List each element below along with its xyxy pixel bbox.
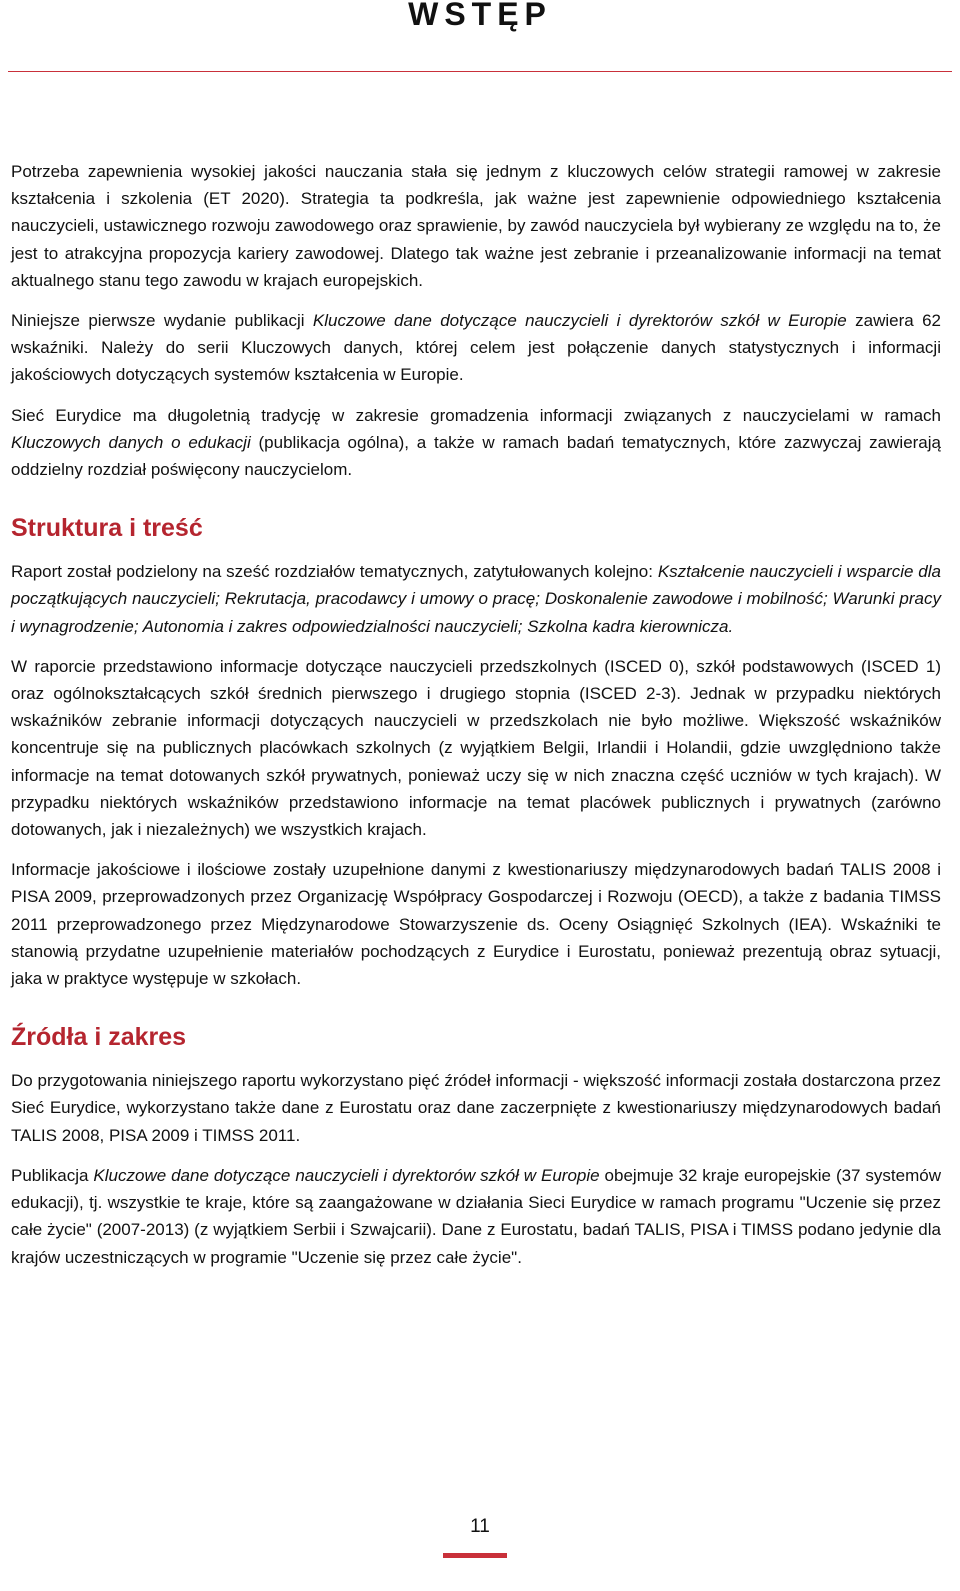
intro-paragraph-2-text-cont: zawiera 62 wskaźniki. Należy do serii Kluczowych danych, której celem jest połączenie danych statystycznych i informacji jakościowych dotyczących systemów kształcenia w Europie. bbox=[11, 311, 942, 385]
page-number-bar bbox=[443, 1553, 507, 1558]
intro-paragraph-2 bbox=[11, 307, 941, 389]
intro-paragraph-3 bbox=[11, 402, 941, 484]
sources-paragraph-2 bbox=[11, 1162, 941, 1271]
structure-paragraph-1-text: Raport został podzielony na sześć rozdziałów tematycznych, zatytułowanych kolejno: bbox=[11, 562, 658, 582]
intro-paragraph-3-text: Sieć Eurydice ma długoletnią tradycję w zakresie gromadzenia informacji związanych z nauczycielami w ramach bbox=[11, 405, 941, 425]
section-heading-sources: Źródła i zakres bbox=[11, 1023, 187, 1052]
publication-title-italic: Kluczowe dane dotyczące nauczycieli i dyrektorów szkół w Europie bbox=[312, 311, 847, 331]
sources-paragraph-2-text-cont: obejmuje 32 kraje europejskie (37 systemów edukacji), tj. wszystkie te kraje, które są zaangażowane w działania Sieci Eurydice w ramach programu "Uczenie się przez całe życie" (2007-2013) (z wyjątkiem Serbii i Szwajcarii). Dane z Eurostatu, badań TALIS, PISA i TIMSS podano jedynie dla krajów uczestniczących w programie "Uczenie się przez całe życie". bbox=[11, 1165, 942, 1267]
intro-paragraph-2-text: Niniejsze pierwsze wydanie publikacji bbox=[11, 311, 313, 331]
main-content bbox=[11, 158, 941, 1284]
intro-paragraph-3-text-cont: (publikacja ogólna), a także w ramach badań tematycznych, które zazwyczaj zawierają oddzielny rozdział poświęcony nauczycielom. bbox=[11, 432, 941, 480]
sources-paragraph-2-text: Publikacja bbox=[11, 1165, 94, 1185]
structure-paragraph-2: W raporcie przedstawiono informacje dotyczące nauczycieli przedszkolnych (ISCED 0), szkół podstawowych (ISCED 1) oraz ogólnokształcących szkół średnich pierwszego i drugiego stopnia (ISCED 2-3). Jednak w przypadku niektórych wskaźników zebranie informacji dotyczących nauczycieli w przedszkolach nie było możliwe. Większość wskaźników koncentruje się na publicznych placówkach szkolnych (z wyjątkiem Belgii, Irlandii i Holandii, gdzie uwzględniono także informacje na temat dotowanych szkół prywatnych, ponieważ uczy się w nich znaczna część uczniów w tych krajach). W przypadku niektórych wskaźników przedstawiono informacje na temat placówek publicznych i prywatnych (zarówno dotowanych, jak i niezależnych) we wszystkich krajach. bbox=[11, 656, 941, 840]
chapter-titles-italic: Kształcenie nauczycieli i wsparcie dla początkujących nauczycieli; Rekrutacja, pracodawcy i umowy o pracę; Doskonalenie zawodowe i mobilność; Warunki pracy i wynagrodzenie; Autonomia i zakres odpowiedzialności nauczycieli; Szkolna kadra kierownicza. bbox=[11, 562, 941, 636]
section-heading-structure: Struktura i treść bbox=[11, 514, 203, 543]
page-number: 11 bbox=[470, 1516, 490, 1537]
key-data-title-italic: Kluczowych danych o edukacji bbox=[11, 432, 251, 452]
structure-paragraph-1 bbox=[11, 558, 941, 640]
page-title: WSTĘP bbox=[408, 0, 552, 32]
intro-paragraph-1: Potrzeba zapewnienia wysokiej jakości nauczania stała się jednym z kluczowych celów strategii ramowej w zakresie kształcenia i szkolenia (ET 2020). Strategia ta podkreśla, jak ważne jest zapewnienie odpowiedniego kształcenia nauczycieli, ustawicznego rozwoju zawodowego oraz sprawienie, by zawód nauczyciela był wybierany ze względu na to, że jest to atrakcyjna propozycja kariery zawodowej. Dlatego tak ważne jest zebranie i przeanalizowanie informacji na temat aktualnego stanu tego zawodu w krajach europejskich. bbox=[11, 162, 941, 290]
publication-title-italic-2: Kluczowe dane dotyczące nauczycieli i dyrektorów szkół w Europie bbox=[93, 1165, 600, 1185]
title-divider bbox=[8, 71, 952, 72]
structure-paragraph-3: Informacje jakościowe i ilościowe zostały uzupełnione danymi z kwestionariuszy międzynarodowych badań TALIS 2008 i PISA 2009, przeprowadzonych przez Organizację Współpracy Gospodarczej i Rozwoju (OECD), a także z badania TIMSS 2011 przeprowadzonego przez Międzynarodowe Stowarzyszenie ds. Oceny Osiągnięć Szkolnych (IEA). Wskaźniki te stanowią przydatne uzupełnienie materiałów pochodzących z Eurydice i Eurostatu, ponieważ prezentują obraz sytuacji, jaka w praktyce występuje w szkołach. bbox=[11, 860, 941, 989]
sources-paragraph-1: Do przygotowania niniejszego raportu wykorzystano pięć źródeł informacji - większość informacji została dostarczona przez Sieć Eurydice, wykorzystano także dane z Eurostatu oraz dane zaczerpnięte z kwestionariuszy międzynarodowych badań TALIS 2008, PISA 2009 i TIMSS 2011. bbox=[11, 1071, 941, 1145]
